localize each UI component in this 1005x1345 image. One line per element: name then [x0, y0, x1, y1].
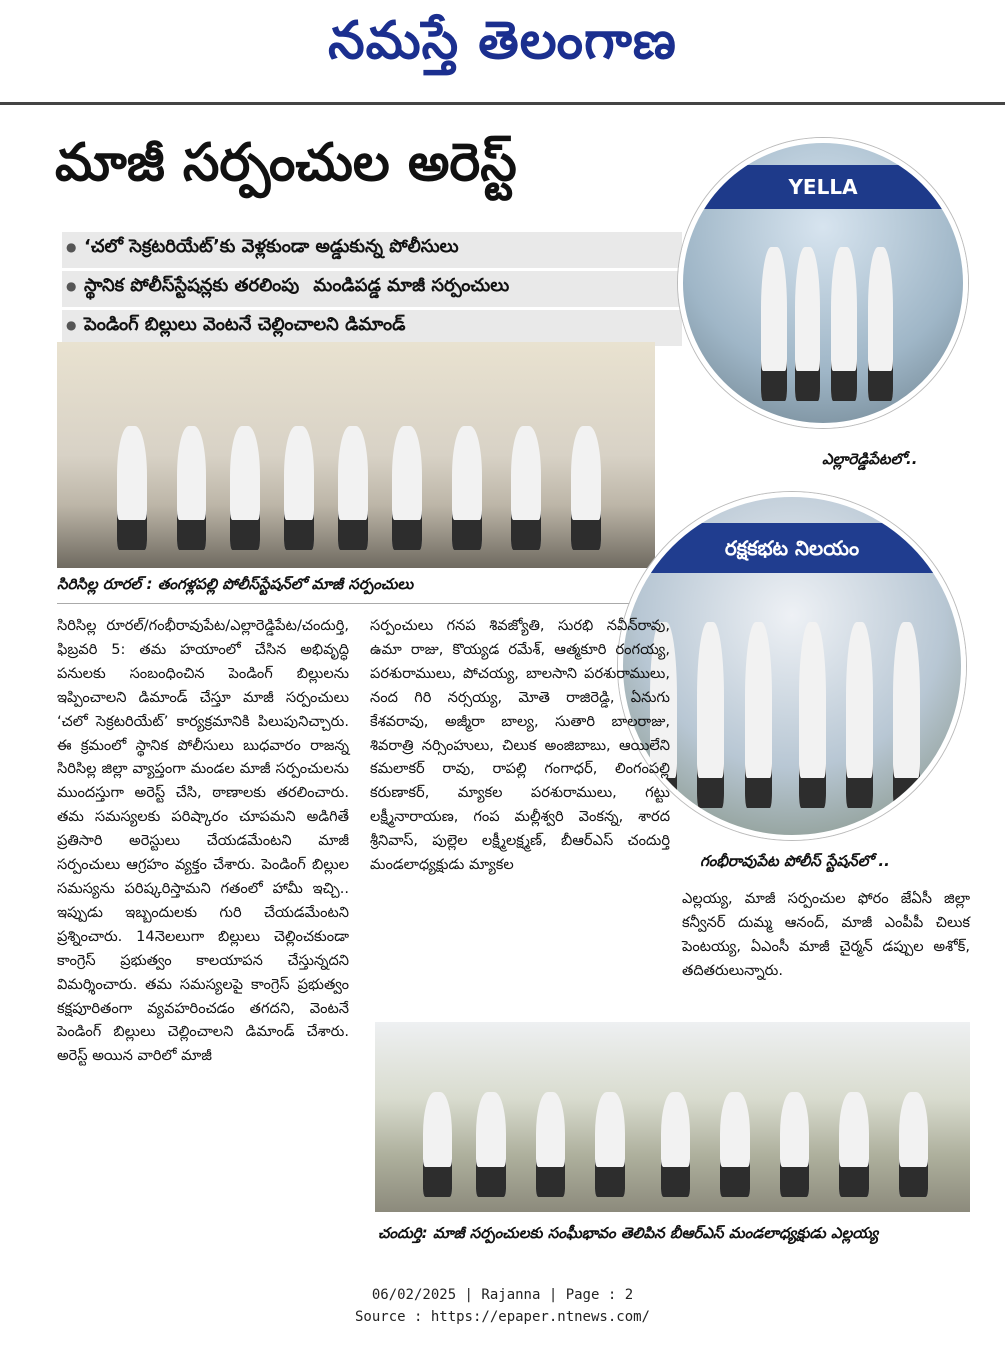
sign-rakshakabhata: రక్షకభట నిలయం	[623, 523, 961, 573]
article-column-1	[57, 614, 349, 1068]
photo-police-station-group	[57, 342, 655, 568]
photo-yellareddypet	[678, 138, 968, 428]
subheadline-2-extra: మండిపడ్డ మాజీ సర్పంచులు	[313, 275, 510, 296]
newspaper-name: నమస్తే తెలంగాణ	[328, 10, 677, 71]
article-column-3	[682, 887, 970, 983]
photo-gambhiraopet	[618, 492, 966, 840]
article-headline: మాజీ సర్పంచుల అరెస్ట్	[55, 133, 517, 193]
photo-chandurthi-group	[375, 1022, 970, 1212]
masthead	[0, 0, 1005, 100]
caption-circle-1: ఎల్లారెడ్డిపేటలో..	[822, 450, 918, 468]
subheadline-2	[62, 271, 682, 307]
article-column-2	[370, 614, 670, 877]
caption-bottom-photo: చందుర్తి: మాజీ సర్పంచులకు సంఘీభావం తెలిపిన బీఆర్‌ఎస్ మండలాధ్యక్షుడు ఎల్లయ్య	[378, 1224, 879, 1242]
footer-date-edition: 06/02/2025 | Rajanna | Page : 2	[371, 1287, 634, 1303]
masthead-rule	[0, 102, 1005, 105]
subheadline-2-text: స్థానిక పోలీస్‌స్టేషన్లకు తరలింపు	[84, 275, 300, 296]
caption-main-photo: సిరిసిల్ల రూరల్ : తంగళ్లపల్లి పోలీస్‌స్టేషన్‌లో మాజీ సర్పంచులు	[57, 575, 655, 604]
subheadline-list	[62, 232, 682, 349]
caption-circle-2: గంభీరావుపేట పోలీస్ స్టేషన్‌లో ..	[700, 852, 890, 870]
column-2-text: సర్పంచులు గనప శివజ్యోతి, సురభి నవీన్‌రావు, ఉమా రాజు, కొయ్యడ రమేశ్, ఆత్మకూరి రంగయ్య, పరశురాములు, పోచయ్య, బాలసాని పరశురాములు, నంద గిరి నర్సయ్య, మోతె రాజిరెడ్డి, ఏనుగు కేశవరావు, అజ్మీరా బాల్య, సుతారి బాలరాజు, శివరాత్రి నర్సింహులు, చిలుక అంజిబాబు, ఆయిలేని కమలాకర్ రావు, రాపల్లి గంగాధర్, లింగంపల్లి కరుణాకర్, మ్యాకల పరశురాములు, గట్టు లక్ష్మీనారాయణ, గంప మల్లీశ్వరి వెంకన్న, శారద శ్రీనివాస్, పుల్లెల లక్ష్మీలక్ష్మణ్, బీఆర్ఎస్ చందుర్తి మండలాధ్యక్షుడు మ్యాకల	[370, 617, 670, 874]
column-3-text: ఎల్లయ్య, మాజీ సర్పంచుల ఫోరం జేఏసీ జిల్లా కన్వీనర్ దుమ్మ ఆనంద్, మాజీ ఎంపీపీ చిలుక పెంటయ్య, ఏఎంసీ మాజీ చైర్మన్ డప్పుల అశోక్, తదితరులున్నారు.	[682, 890, 970, 979]
subheadline-1-text: ‘చలో సెక్రటరియేట్’కు వెళ్లకుండా అడ్డుకున్న పోలీసులు	[84, 236, 459, 257]
subheadline-3	[62, 310, 682, 346]
sign-yella: YELLA	[683, 165, 963, 209]
column-1-text: సిరిసిల్ల రూరల్/గంభీరావుపేట/ఎల్లారెడ్డిపేట/చందుర్తి, ఫిబ్రవరి 5: తమ హయాంలో చేసిన అభివృద్ధి పనులకు సంబంధించిన పెండింగ్ బిల్లులను ఇప్పించాలని డిమాండ్ చేస్తూ మాజీ సర్పంచులు ‘చలో సెక్రటరియేట్’ కార్యక్రమానికి పిలుపునిచ్చారు. ఈ క్రమంలో స్థానిక పోలీసులు బుధవారం రాజన్న సిరిసిల్ల జిల్లా వ్యాప్తంగా మండల మాజీ సర్పంచులను ముందస్తుగా అరెస్ట్ చేసి, ఠాణాలకు తరలించారు. తమ సమస్యలకు పరిష్కారం చూపమని అడిగితే ప్రతిసారి అరెస్టులు చేయడమేంటని మాజీ సర్పంచులు ఆగ్రహం వ్యక్తం చేశారు. పెండింగ్ బిల్లుల సమస్యను పరిష్కరిస్తామని గతంలో హామీ ఇచ్చి.. ఇప్పుడు ఇబ్బందులకు గురి చేయడమేంటని ప్రశ్నించారు. 14నెలలుగా బిల్లులు చెల్లించకుండా కాంగ్రెస్ ప్రభుత్వం కాలయాపన చేస్తున్నదని విమర్శించారు. తమ సమస్యలపై కాంగ్రెస్ ప్రభుత్వం కక్షపూరితంగా వ్యవహరించడం తగదని, వెంటనే పెండింగ్ బిల్లులు చెల్లించాలని డిమాండ్ చేశారు. అరెస్ట్ అయిన వారిలో మాజీ	[57, 617, 349, 1065]
subheadline-3-text: పెండింగ్ బిల్లులు వెంటనే చెల్లించాలని డిమాండ్	[84, 314, 406, 335]
subheadline-1	[62, 232, 682, 268]
footer-source: Source : https://epaper.ntnews.com/	[354, 1309, 650, 1325]
